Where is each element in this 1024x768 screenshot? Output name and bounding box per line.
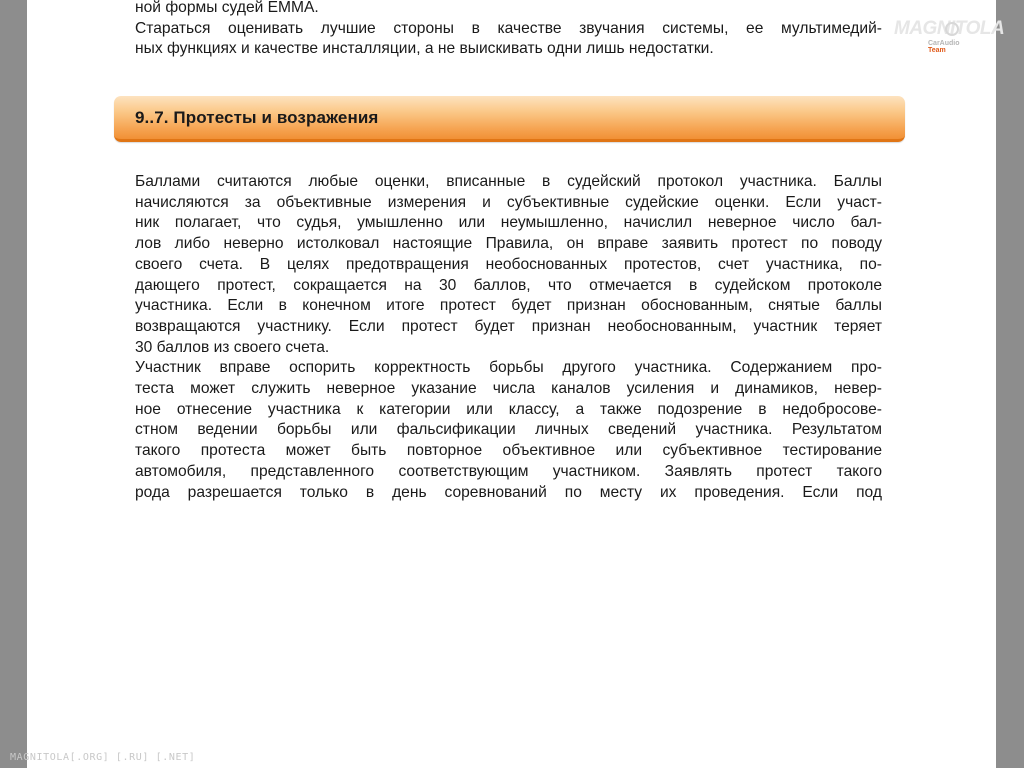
logo-tagline-prefix: CarAudio [928,40,960,47]
text-line: начисляются за объективные измерения и субъективные судейские оценки. Если участ- [135,193,882,211]
text-line: ное отнесение участника к категории или классу, а также подозрение в недобросове- [135,400,882,418]
text-line: дающего протест, сокращается на 30 баллов, что отмечается в судейском протоколе [135,276,882,294]
top-paragraph [135,0,882,60]
text-line: автомобиля, представленного соответствующим участником. Заявлять протест такого [135,462,882,480]
logo-tagline [928,40,976,54]
text-line: своего счета. В целях предотвращения необоснованных протестов, счет участника, по- [135,255,882,273]
logo-tagline-accent: Team [928,47,946,54]
logo-wordmark: MAGNITOLA [894,18,1005,39]
text-line: Стараться оценивать лучшие стороны в качестве звучания системы, ее мультимедий- [135,19,882,37]
text-line: рода разрешается только в день соревнований по месту их проведения. Если под [135,483,882,501]
text-line: участника. Если в конечном итоге протест будет признан обоснованным, снятые баллы [135,297,882,315]
text-line: Баллами считаются любые оценки, вписанные в судейский протокол участника. Баллы [135,173,882,190]
footer-watermark: MAGNITOLA[.ORG] [.RU] [.NET] [10,752,196,763]
logo-ring-icon [945,22,959,36]
section-heading-bar [114,96,905,142]
text-line: 30 баллов из своего счета. [135,338,330,356]
text-line: такого протеста может быть повторное объективное или субъективное тестирование [135,442,882,460]
text-line: ной формы судей EMMA. [135,0,319,16]
text-line: ных функциях и качестве инсталляции, а не выискивать одни лишь недостатки. [135,40,714,58]
text-line: возвращаются участнику. Если протест будет признан необоснованным, участник теряет [135,317,882,335]
body-paragraph [135,172,882,503]
text-line: ник полагает, что судья, умышленно или неумышленно, начислил неверное число бал- [135,214,882,232]
text-line: теста может служить неверное указание числа каналов усиления и динамиков, невер- [135,380,882,398]
text-line: стном ведении борьбы или фальсификации личных сведений участника. Результатом [135,421,882,439]
magnitola-logo [894,18,1005,54]
text-line: Участник вправе оспорить корректность борьбы другого участника. Содержанием про- [135,359,882,377]
document-page [27,0,1005,768]
section-title: 9..7. Протесты и возражения [135,108,379,127]
text-line: лов либо неверно истолковал настоящие Правила, он вправе заявить протест по поводу [135,235,882,253]
